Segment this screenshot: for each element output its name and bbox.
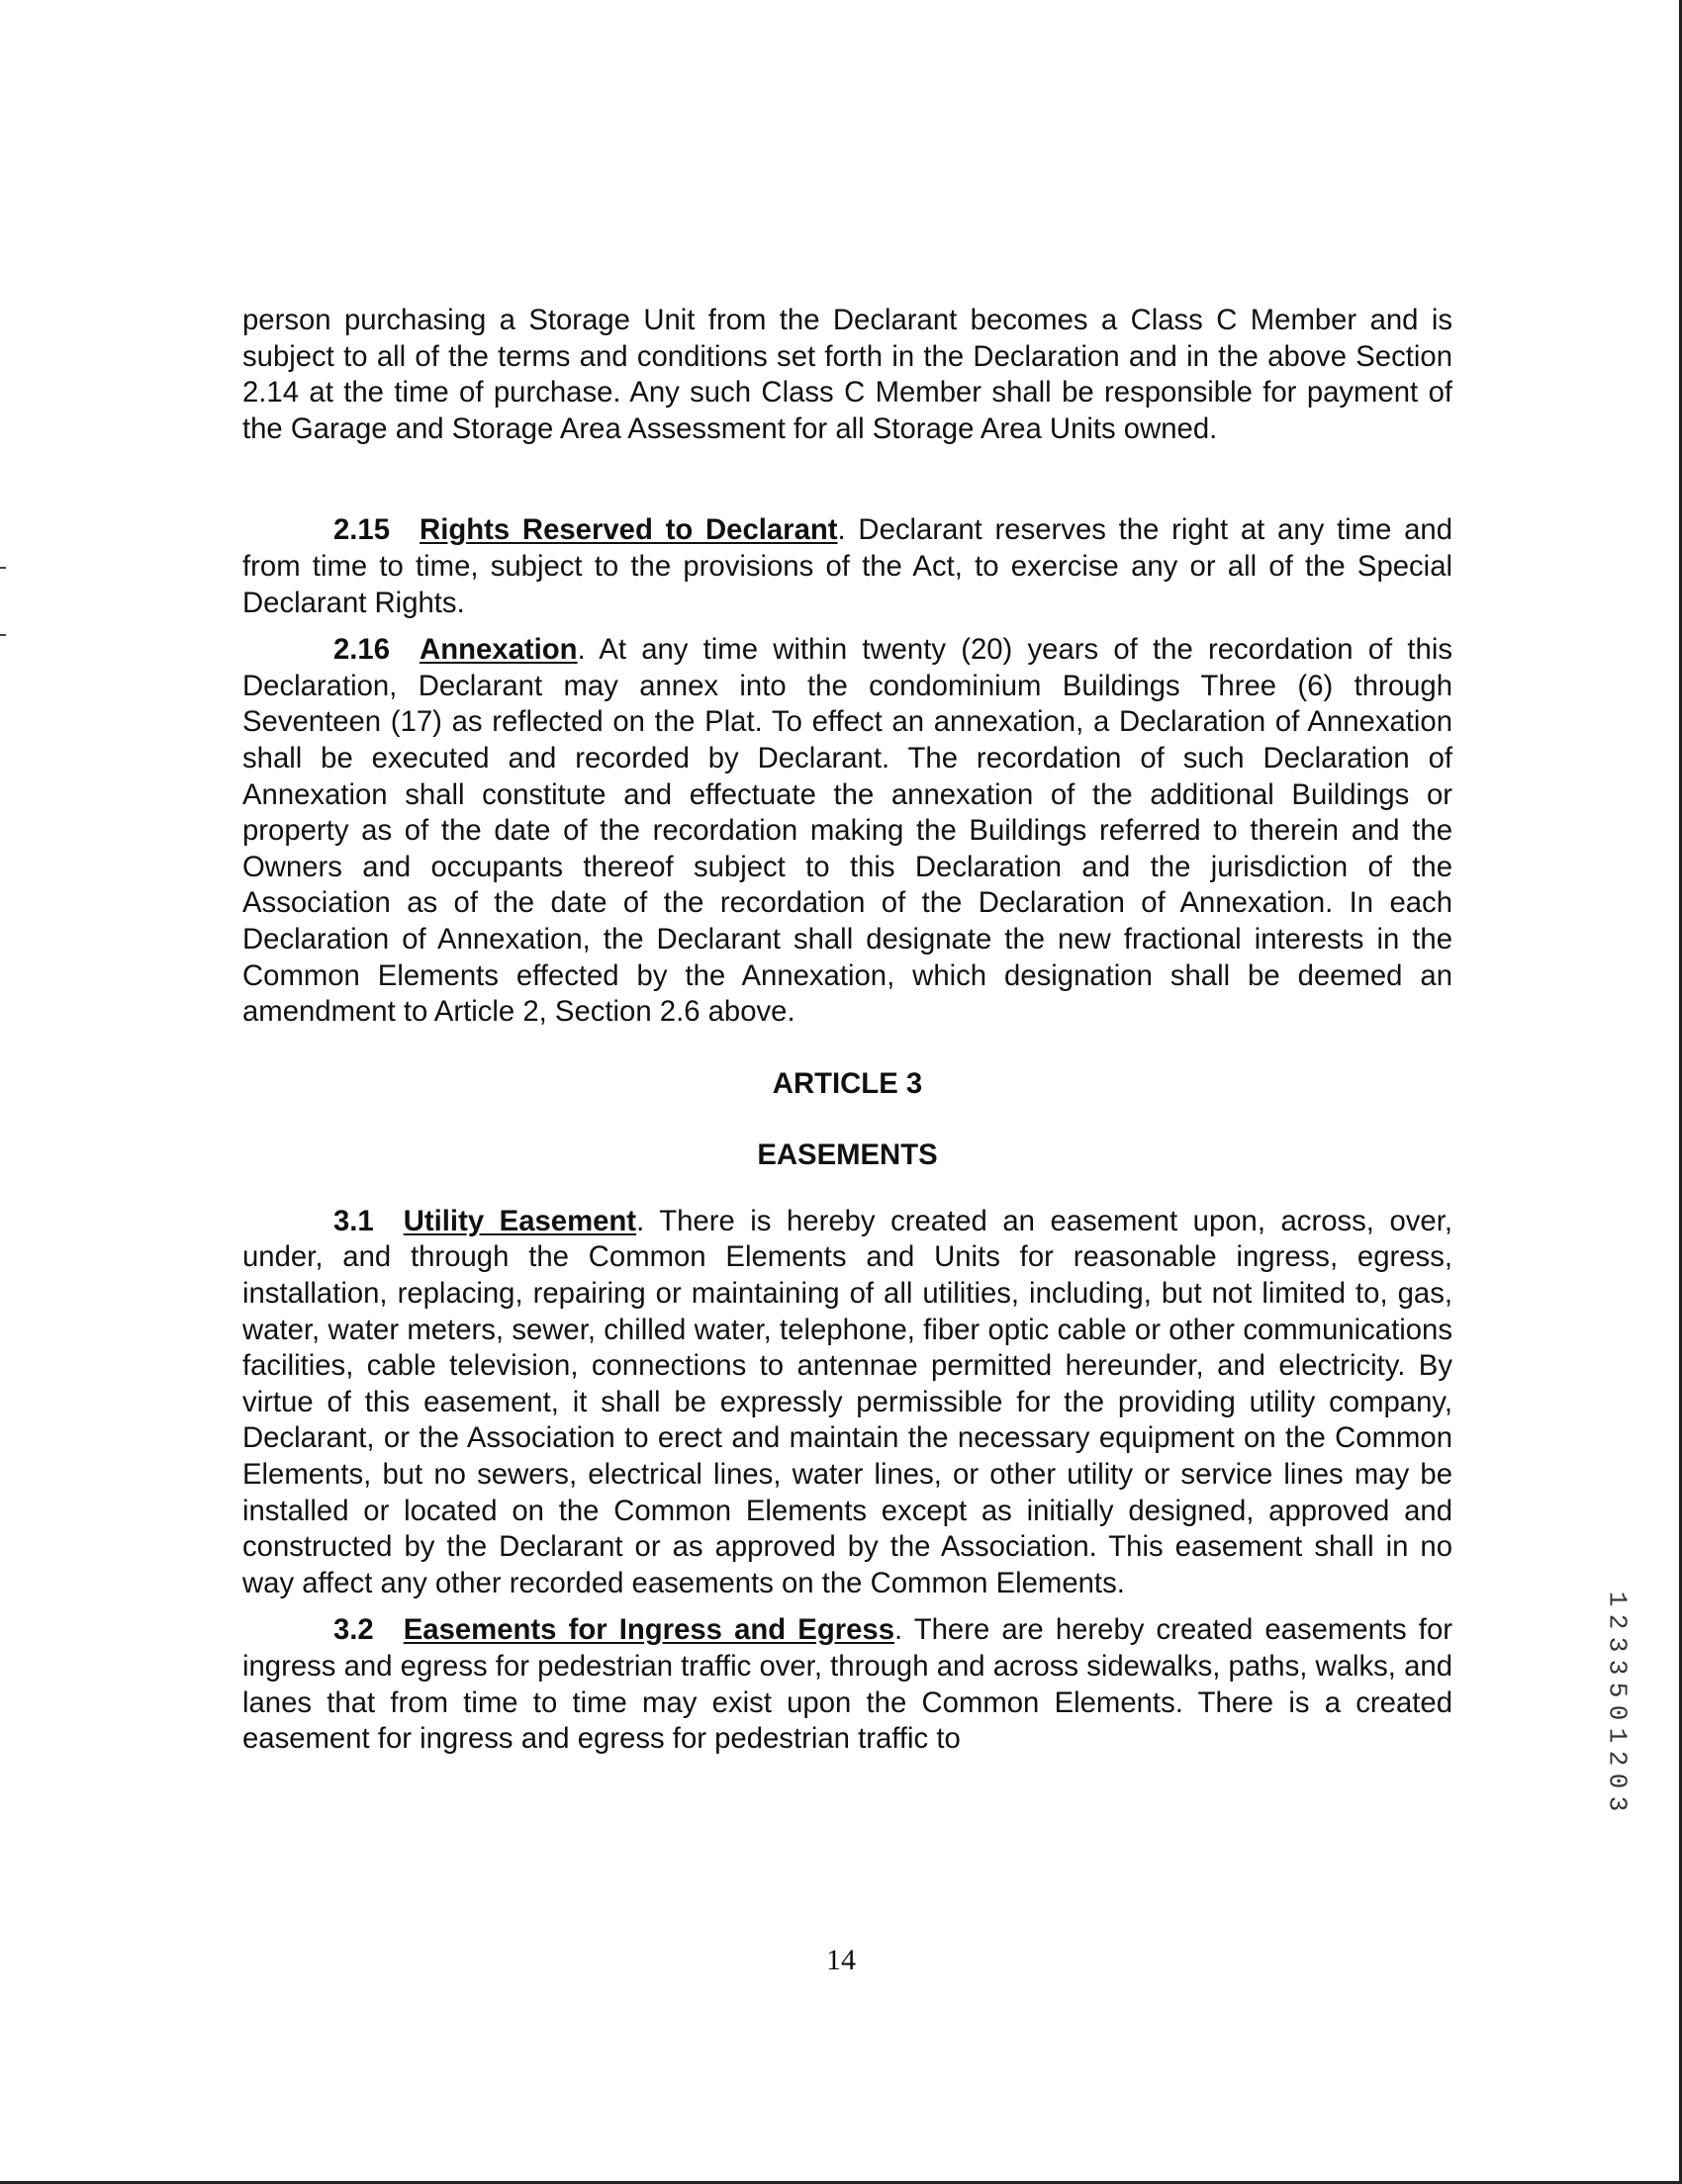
stamp-digit: 0 xyxy=(1602,1773,1633,1789)
section-3-1 xyxy=(242,1204,1452,1602)
stamp-digit: 1 xyxy=(1602,1591,1633,1607)
section-number: 2.16 xyxy=(333,633,391,667)
stamp-digit: 2 xyxy=(1602,1613,1633,1630)
section-2-16 xyxy=(242,632,1452,1031)
intro-paragraph: person purchasing a Storage Unit from the Declarant becomes a Class C Member and is subject to all of the terms and conditions set forth in the Declaration and in the above Section 2.14 at the time of purchase. Any such Class C Member shall be responsible for payment of the Garage and Storage Area Assessment for all Storage Area Units owned. xyxy=(242,304,1452,445)
document-stamp-number xyxy=(1600,1588,1634,1815)
document-body xyxy=(242,303,1452,1758)
stamp-digit: 5 xyxy=(1602,1682,1633,1698)
section-title: Rights Reserved to Declarant xyxy=(420,513,838,547)
section-number: 2.15 xyxy=(333,513,391,547)
section-number: 3.1 xyxy=(333,1204,374,1237)
section-title: Utility Easement xyxy=(403,1204,637,1237)
article-title: EASEMENTS xyxy=(757,1138,938,1172)
section-text: . At any time within twenty (20) years of the recordation of this Declaration, Declarant may annex into the condominium Buildings Three (6) through Seventeen (17) as reflected on the Plat. To effect an annexation, a Declaration of Annexation shall be executed and recorded by Declarant. The recordation of such Declaration of Annexation shall constitute and effectuate the annexation of the additional Buildings or property as of the date of the recordation making the Buildings referred to therein and the Owners and occupants thereof subject to this Declaration and the jurisdiction of the Association as of the date of the recordation of the Declaration of Annexation. In each Declaration of Annexation, the Declarant shall designate the new fractional interests in the Common Elements effected by the Annexation, which designation shall be deemed an amendment to Article 2, Section 2.6 above. xyxy=(242,633,1452,1029)
section-title: Easements for Ingress and Egress xyxy=(403,1613,894,1647)
stamp-digit: 3 xyxy=(1602,1659,1633,1676)
section-text: . There is hereby created an easement upon, across, over, under, and through the Common Elements and Units for reasonable ingress, egress, installation, replacing, repairing or maintaining of all utilities, including, but not limited to, gas, water, water meters, sewer, chilled water, telephone, fiber optic cable or other communications facilities, cable television, connections to antennae permitted hereunder, and electricity. By virtue of this easement, it shall be expressly permissible for the providing utility company, Declarant, or the Association to erect and maintain the necessary equipment on the Common Elements, but no sewers, electrical lines, water lines, or other utility or service lines may be installed or located on the Common Elements except as initially designed, approved and constructed by the Declarant or as approved by the Association. This easement shall in no way affect any other recorded easements on the Common Elements. xyxy=(242,1204,1452,1599)
scan-edge-mark xyxy=(0,634,6,636)
stamp-digit: 3 xyxy=(1602,1795,1633,1812)
section-3-2 xyxy=(242,1612,1452,1757)
section-text: . There are hereby created easements for ingress and egress for pedestrian traffic over, through and across sidewalks, paths, walks, and lanes that from time to time may exist upon the Common Elements. There is a created easement for ingress and egress for pedestrian traffic to xyxy=(242,1613,1452,1756)
section-text: . Declarant reserves the right at any time and from time to time, subject to the provisions of the Act, to exercise any or all of the Special Declarant Rights. xyxy=(242,513,1453,619)
section-title: Annexation xyxy=(420,633,578,667)
page-number: 14 xyxy=(826,1944,856,1976)
stamp-digit: 2 xyxy=(1602,1750,1633,1767)
article-label: ARTICLE 3 xyxy=(772,1066,923,1100)
stamp-digit: 1 xyxy=(1602,1727,1633,1744)
stamp-digit: 0 xyxy=(1602,1704,1633,1721)
section-2-15 xyxy=(242,512,1452,621)
scan-edge-mark xyxy=(0,567,6,569)
section-number: 3.2 xyxy=(333,1613,374,1647)
stamp-digit: 3 xyxy=(1602,1636,1633,1653)
